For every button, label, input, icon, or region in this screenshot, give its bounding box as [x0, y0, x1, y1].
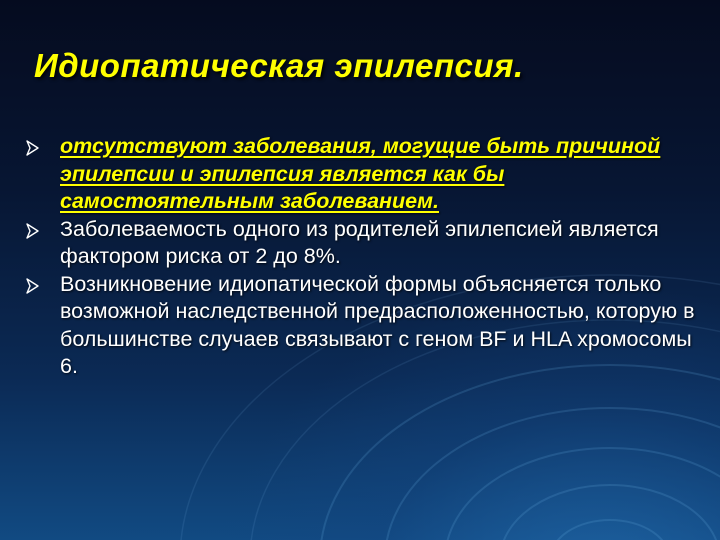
bullet-item — [24, 133, 714, 216]
bullet-item — [24, 271, 714, 381]
arrow-bullet-icon — [24, 278, 40, 294]
bullet-text: отсутствуют заболевания, могущие быть причиной эпилепсии и эпилепсия является как бы самостоятельным заболеванием. — [60, 134, 661, 213]
bullet-text: Заболеваемость одного из родителей эпилепсией является фактором риска от 2 до 8%. — [60, 216, 659, 268]
arrow-bullet-icon — [24, 223, 40, 239]
bullet-item — [24, 216, 714, 271]
bullet-text: Возникновение идиопатической формы объясняется только возможной наследственной предрасположенностью, которую в большинстве случаев связывают с геном BF и HLA хромосомы 6. — [60, 271, 695, 378]
arrow-bullet-icon — [24, 140, 40, 156]
slide-title: Идиопатическая эпилепсия. — [34, 47, 524, 84]
bullet-list — [24, 133, 714, 381]
